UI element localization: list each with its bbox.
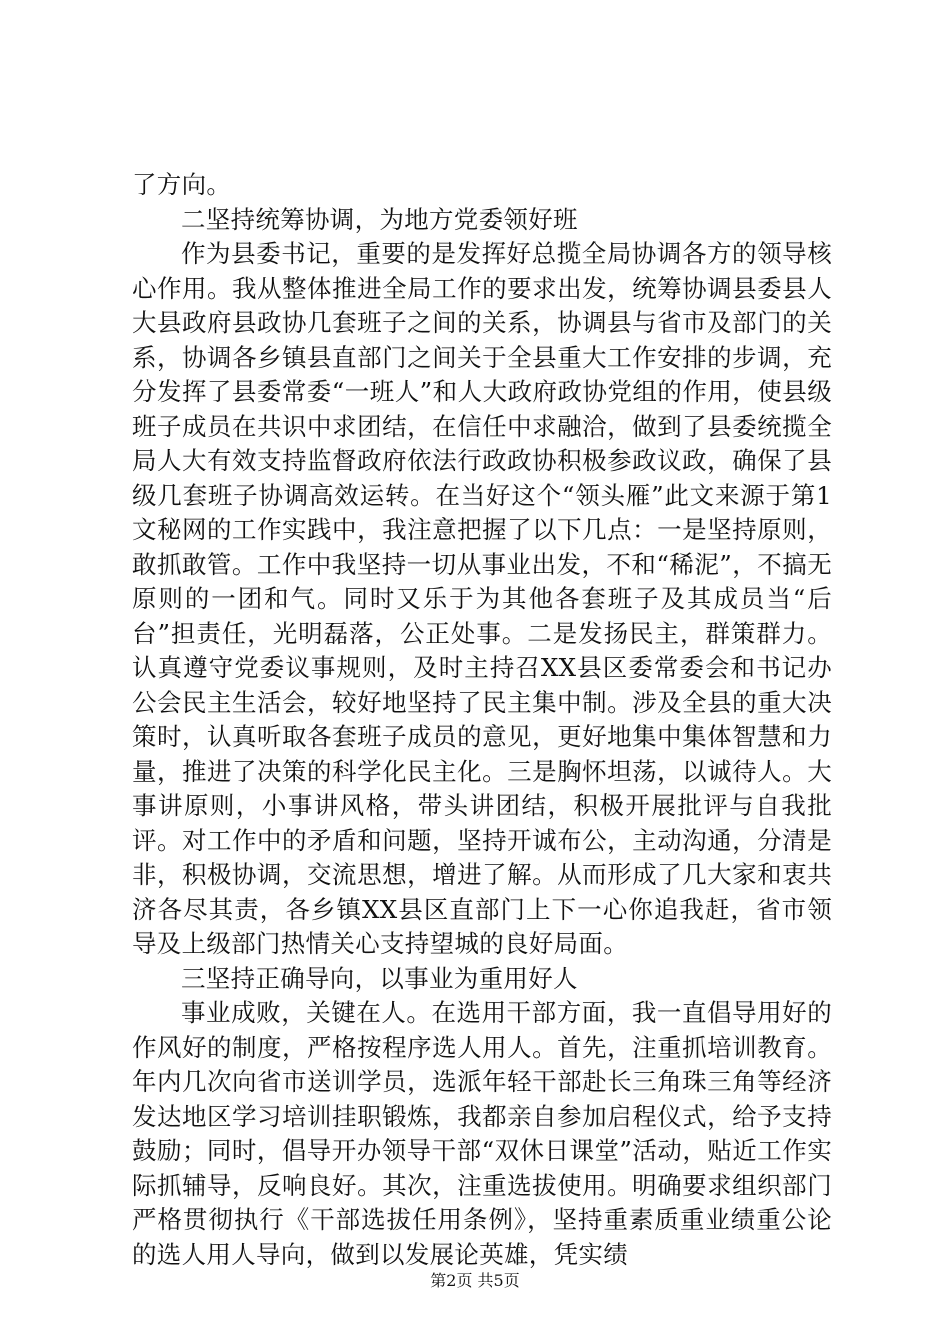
paragraph-body-1: 作为县委书记，重要的是发挥好总揽全局协调各方的领导核心作用。我从整体推进全局工作的要求出发，统筹协调县委县人大县政府县政协几套班子之间的关系，协调县与省市及部门的关系，协调各乡镇县直部门之间关于全县重大工作安排的步调，充分发挥了县委常委“一班人”和人大政府政协党组的作用，使县级班子成员在共识中求团结，在信任中求融洽，做到了县委统揽全局人大有效支持监督政府依法行政政协积极参政议政，确保了县级几套班子协调高效运转。在当好这个“领头雁”此文来源于第1文秘网的工作实践中，我注意把握了以下几点：一是坚持原则，敢抓敢管。工作中我坚持一切从事业出发，不和“稀泥”，不搞无原则的一团和气。同时又乐于为其他各套班子及其成员当“后台”担责任，光明磊落，公正处事。二是发扬民主，群策群力。认真遵守党委议事规则，及时主持召XX县区委常委会和书记办公会民主生活会，较好地坚持了民主集中制。涉及全县的重大决策时，认真听取各套班子成员的意见，更好地集中集体智慧和力量，推进了决策的科学化民主化。三是胸怀坦荡，以诚待人。大事讲原则，小事讲风格，带头讲团结，积极开展批评与自我批评。对工作中的矛盾和问题，坚持开诚布公，主动沟通，分清是非，积极协调，交流思想，增进了解。从而形成了几大家和衷共济各尽其责，各乡镇XX县区直部门上下一心你追我赶，省市领导及上级部门热情关心支持望城的良好局面。 bbox=[132, 239, 833, 958]
page-footer bbox=[0, 1268, 950, 1291]
paragraph-continuation: 了方向。 bbox=[132, 170, 232, 199]
page-number-label: 第2页 共5页 bbox=[430, 1271, 520, 1290]
section-heading-2: 二坚持统筹协调，为地方党委领好班 bbox=[181, 204, 578, 234]
document-body bbox=[132, 168, 832, 1272]
section-heading-3: 三坚持正确导向，以事业为重用好人 bbox=[181, 963, 578, 993]
paragraph-body-2: 事业成败，关键在人。在选用干部方面，我一直倡导用好的作风好的制度，严格按程序选人用人。首先，注重抓培训教育。年内几次向省市送训学员，选派年轻干部赴长三角珠三角等经济发达地区学习培训挂职锻炼，我都亲自参加启程仪式，给予支持鼓励；同时，倡导开办领导干部“双休日课堂”活动，贴近工作实际抓辅导，反响良好。其次，注重选拔使用。明确要求组织部门严格贯彻执行《干部选拔任用条例》，坚持重素质重业绩重公论的选人用人导向，做到以发展论英雄，凭实绩 bbox=[132, 998, 832, 1269]
